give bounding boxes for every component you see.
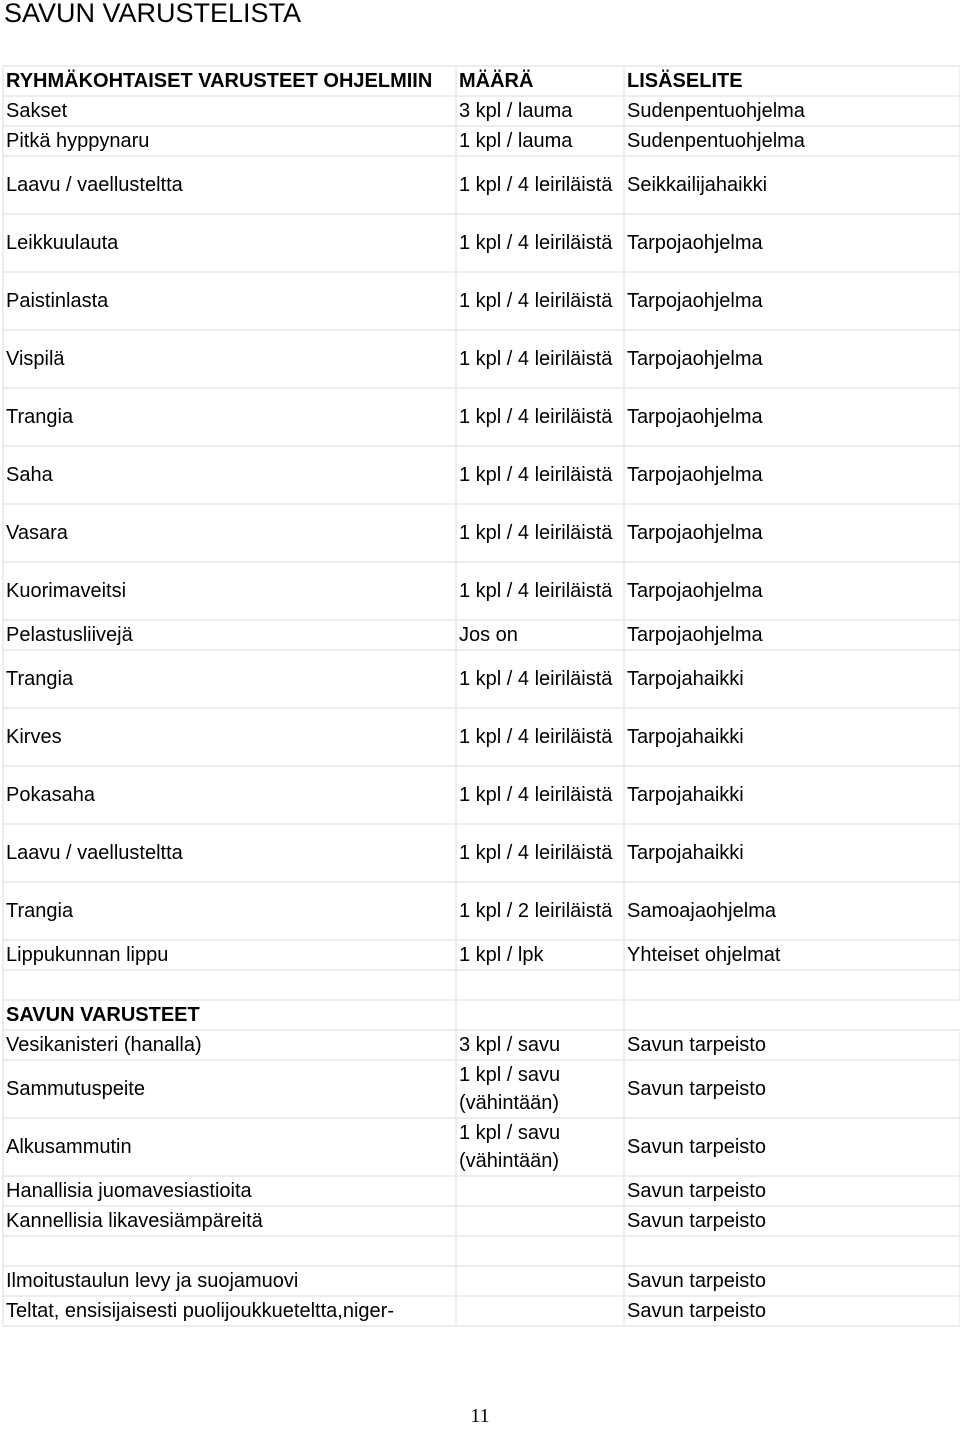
- item-cell-text: Vasara: [6, 522, 68, 544]
- quantity-cell-text: 1 kpl / 4 leiriläistä: [459, 406, 613, 428]
- quantity-cell-text: 1 kpl / 4 leiriläistä: [459, 522, 613, 544]
- item-cell: [3, 940, 456, 970]
- quantity-cell-text: 1 kpl / savu (vähintään): [459, 1122, 561, 1172]
- quantity-cell: [456, 824, 624, 882]
- table-row: [3, 1060, 960, 1118]
- item-cell-text: Kuorimaveitsi: [6, 580, 127, 602]
- note-cell: [624, 1266, 960, 1296]
- item-cell-text: Teltat, ensisijaisesti puolijoukkueteltta,niger-: [6, 1300, 394, 1322]
- quantity-cell: [456, 940, 624, 970]
- quantity-cell: [456, 620, 624, 650]
- table-row: [3, 156, 960, 214]
- note-cell: [624, 126, 960, 156]
- section-heading: [3, 1000, 456, 1030]
- note-cell-text: Tarpojahaikki: [627, 784, 744, 806]
- table-row: [3, 1206, 960, 1236]
- table-row: [3, 650, 960, 708]
- item-cell-text: Trangia: [6, 406, 74, 428]
- item-cell: [3, 214, 456, 272]
- note-cell: [624, 940, 960, 970]
- note-cell-text: Savun tarpeisto: [627, 1180, 766, 1202]
- note-cell-text: Tarpojahaikki: [627, 726, 744, 748]
- table-row: [3, 1266, 960, 1296]
- table-row: [3, 96, 960, 126]
- note-cell: [624, 970, 960, 1000]
- table-row: [3, 562, 960, 620]
- note-cell: [624, 446, 960, 504]
- quantity-cell-text: 1 kpl / 4 leiriläistä: [459, 174, 613, 196]
- item-cell: [3, 766, 456, 824]
- item-cell: [3, 708, 456, 766]
- note-cell-text: Tarpojaohjelma: [627, 348, 763, 370]
- table-row: [3, 214, 960, 272]
- note-cell-text: Tarpojahaikki: [627, 842, 744, 864]
- item-cell-text: Saha: [6, 464, 53, 486]
- item-cell-text: Laavu / vaellusteltta: [6, 842, 183, 864]
- table-row: [3, 620, 960, 650]
- note-cell-text: Sudenpentuohjelma: [627, 100, 805, 122]
- note-cell-text: Tarpojaohjelma: [627, 232, 763, 254]
- quantity-cell: [456, 1236, 624, 1266]
- item-cell: [3, 388, 456, 446]
- item-cell-text: Leikkuulauta: [6, 232, 119, 254]
- item-cell: [3, 824, 456, 882]
- quantity-cell: [456, 1266, 624, 1296]
- quantity-cell: [456, 766, 624, 824]
- quantity-cell-text: MÄÄRÄ: [459, 70, 534, 92]
- quantity-cell-text: 1 kpl / 4 leiriläistä: [459, 784, 613, 806]
- quantity-cell: [456, 1176, 624, 1206]
- note-cell: [624, 620, 960, 650]
- quantity-cell-text: 1 kpl / 2 leiriläistä: [459, 900, 613, 922]
- item-cell: [3, 126, 456, 156]
- item-cell: [3, 1030, 456, 1060]
- table-row: [3, 1176, 960, 1206]
- quantity-cell: [456, 214, 624, 272]
- item-cell-text: Ilmoitustaulun levy ja suojamuovi: [6, 1270, 299, 1292]
- quantity-cell-text: 1 kpl / 4 leiriläistä: [459, 348, 613, 370]
- quantity-cell: [456, 96, 624, 126]
- item-cell: [3, 650, 456, 708]
- note-cell: [624, 1030, 960, 1060]
- quantity-cell: [456, 504, 624, 562]
- table-row: [3, 882, 960, 940]
- section-heading-row: [3, 1000, 960, 1030]
- table-row: [3, 504, 960, 562]
- item-cell-text: Vesikanisteri (hanalla): [6, 1034, 202, 1056]
- note-cell: [624, 330, 960, 388]
- quantity-cell: [456, 562, 624, 620]
- quantity-cell-text: 3 kpl / savu: [459, 1034, 561, 1056]
- note-cell-text: Samoajaohjelma: [627, 900, 776, 922]
- quantity-cell-text: Jos on: [459, 624, 518, 646]
- table-row: [3, 272, 960, 330]
- quantity-cell: [456, 1030, 624, 1060]
- quantity-cell: [456, 1060, 624, 1118]
- section-heading-text: SAVUN VARUSTEET: [6, 1004, 200, 1026]
- note-cell: [624, 1296, 960, 1326]
- note-cell-text: Tarpojaohjelma: [627, 406, 763, 428]
- table-row: [3, 330, 960, 388]
- note-cell-text: Savun tarpeisto: [627, 1270, 766, 1292]
- item-cell: [3, 1118, 456, 1176]
- note-cell: [624, 1118, 960, 1176]
- note-cell-text: LISÄSELITE: [627, 70, 743, 92]
- quantity-cell-text: 1 kpl / 4 leiriläistä: [459, 668, 613, 690]
- note-cell-text: Yhteiset ohjelmat: [627, 944, 781, 966]
- item-cell: [3, 1296, 456, 1326]
- note-cell: [624, 1000, 960, 1030]
- header-row: [3, 66, 960, 96]
- note-cell-text: Savun tarpeisto: [627, 1210, 766, 1232]
- item-cell: [3, 1060, 456, 1118]
- note-cell: [624, 882, 960, 940]
- note-cell-text: Tarpojaohjelma: [627, 624, 763, 646]
- note-cell-text: Savun tarpeisto: [627, 1300, 766, 1322]
- item-cell: [3, 330, 456, 388]
- quantity-cell-text: 1 kpl / 4 leiriläistä: [459, 464, 613, 486]
- note-cell-text: Tarpojaohjelma: [627, 522, 763, 544]
- item-cell-text: Trangia: [6, 900, 74, 922]
- item-cell: [3, 1206, 456, 1236]
- item-cell-text: Laavu / vaellusteltta: [6, 174, 183, 196]
- item-cell: [3, 970, 456, 1000]
- note-cell-text: Tarpojaohjelma: [627, 580, 763, 602]
- item-cell: [3, 272, 456, 330]
- note-cell: [624, 708, 960, 766]
- table-row: [3, 446, 960, 504]
- table-row: [3, 824, 960, 882]
- quantity-cell-text: 3 kpl / lauma: [459, 100, 573, 122]
- blank-row: [3, 970, 960, 1000]
- note-cell: [624, 156, 960, 214]
- quantity-cell: [456, 66, 624, 96]
- item-cell: [3, 882, 456, 940]
- table-row: [3, 126, 960, 156]
- quantity-cell-text: 1 kpl / 4 leiriläistä: [459, 726, 613, 748]
- page-title: SAVUN VARUSTELISTA: [4, 0, 302, 28]
- item-cell: [3, 1236, 456, 1266]
- item-cell-text: Sammutuspeite: [6, 1078, 145, 1100]
- item-cell: [3, 96, 456, 126]
- quantity-cell-text: 1 kpl / lpk: [459, 944, 544, 966]
- item-cell-text: Vispilä: [6, 348, 65, 370]
- note-cell: [624, 1176, 960, 1206]
- note-cell: [624, 824, 960, 882]
- blank-row: [3, 1236, 960, 1266]
- quantity-cell: [456, 156, 624, 214]
- item-cell: [3, 66, 456, 96]
- quantity-cell: [456, 1000, 624, 1030]
- item-cell-text: Pokasaha: [6, 784, 95, 806]
- quantity-cell: [456, 882, 624, 940]
- note-cell: [624, 388, 960, 446]
- note-cell: [624, 1060, 960, 1118]
- note-cell-text: Tarpojaohjelma: [627, 290, 763, 312]
- item-cell: [3, 562, 456, 620]
- quantity-cell-text: 1 kpl / 4 leiriläistä: [459, 580, 613, 602]
- note-cell: [624, 66, 960, 96]
- note-cell-text: Tarpojaohjelma: [627, 464, 763, 486]
- quantity-cell: [456, 1118, 624, 1176]
- item-cell: [3, 1176, 456, 1206]
- quantity-cell-text: 1 kpl / 4 leiriläistä: [459, 232, 613, 254]
- quantity-cell: [456, 1206, 624, 1236]
- item-cell-text: Trangia: [6, 668, 74, 690]
- note-cell: [624, 504, 960, 562]
- item-cell: [3, 504, 456, 562]
- table-row: [3, 388, 960, 446]
- note-cell: [624, 1206, 960, 1236]
- quantity-cell: [456, 388, 624, 446]
- item-cell: [3, 1266, 456, 1296]
- item-cell-text: Sakset: [6, 100, 68, 122]
- quantity-cell: [456, 446, 624, 504]
- quantity-cell-text: 1 kpl / savu (vähintään): [459, 1064, 561, 1114]
- item-cell-text: Lippukunnan lippu: [6, 944, 169, 966]
- item-cell-text: Kannellisia likavesiämpäreitä: [6, 1210, 263, 1232]
- quantity-cell-text: 1 kpl / 4 leiriläistä: [459, 842, 613, 864]
- item-cell-text: RYHMÄKOHTAISET VARUSTEET OHJELMIIN: [6, 70, 433, 92]
- quantity-cell: [456, 272, 624, 330]
- note-cell: [624, 562, 960, 620]
- item-cell-text: Alkusammutin: [6, 1136, 132, 1158]
- table-row: [3, 1030, 960, 1060]
- item-cell-text: Pelastusliivejä: [6, 624, 133, 646]
- page-number: 11: [470, 1405, 490, 1427]
- quantity-cell: [456, 1296, 624, 1326]
- item-cell: [3, 620, 456, 650]
- note-cell-text: Sudenpentuohjelma: [627, 130, 805, 152]
- quantity-cell: [456, 970, 624, 1000]
- item-cell: [3, 156, 456, 214]
- item-cell: [3, 446, 456, 504]
- note-cell-text: Savun tarpeisto: [627, 1078, 766, 1100]
- table-row: [3, 708, 960, 766]
- table-row: [3, 1118, 960, 1176]
- item-cell-text: Hanallisia juomavesiastioita: [6, 1180, 252, 1202]
- note-cell: [624, 650, 960, 708]
- quantity-cell: [456, 650, 624, 708]
- note-cell: [624, 272, 960, 330]
- note-cell: [624, 766, 960, 824]
- note-cell-text: Savun tarpeisto: [627, 1034, 766, 1056]
- item-cell-text: Kirves: [6, 726, 62, 748]
- quantity-cell-text: 1 kpl / lauma: [459, 130, 573, 152]
- note-cell-text: Seikkailijahaikki: [627, 174, 768, 196]
- equipment-table: [2, 65, 960, 1327]
- table-row: [3, 1296, 960, 1326]
- quantity-cell: [456, 126, 624, 156]
- quantity-cell: [456, 330, 624, 388]
- quantity-cell: [456, 708, 624, 766]
- note-cell: [624, 214, 960, 272]
- item-cell-text: Pitkä hyppynaru: [6, 130, 150, 152]
- note-cell: [624, 1236, 960, 1266]
- note-cell-text: Tarpojahaikki: [627, 668, 744, 690]
- item-cell-text: Paistinlasta: [6, 290, 109, 312]
- note-cell: [624, 96, 960, 126]
- quantity-cell-text: 1 kpl / 4 leiriläistä: [459, 290, 613, 312]
- table-row: [3, 766, 960, 824]
- table-row: [3, 940, 960, 970]
- note-cell-text: Savun tarpeisto: [627, 1136, 766, 1158]
